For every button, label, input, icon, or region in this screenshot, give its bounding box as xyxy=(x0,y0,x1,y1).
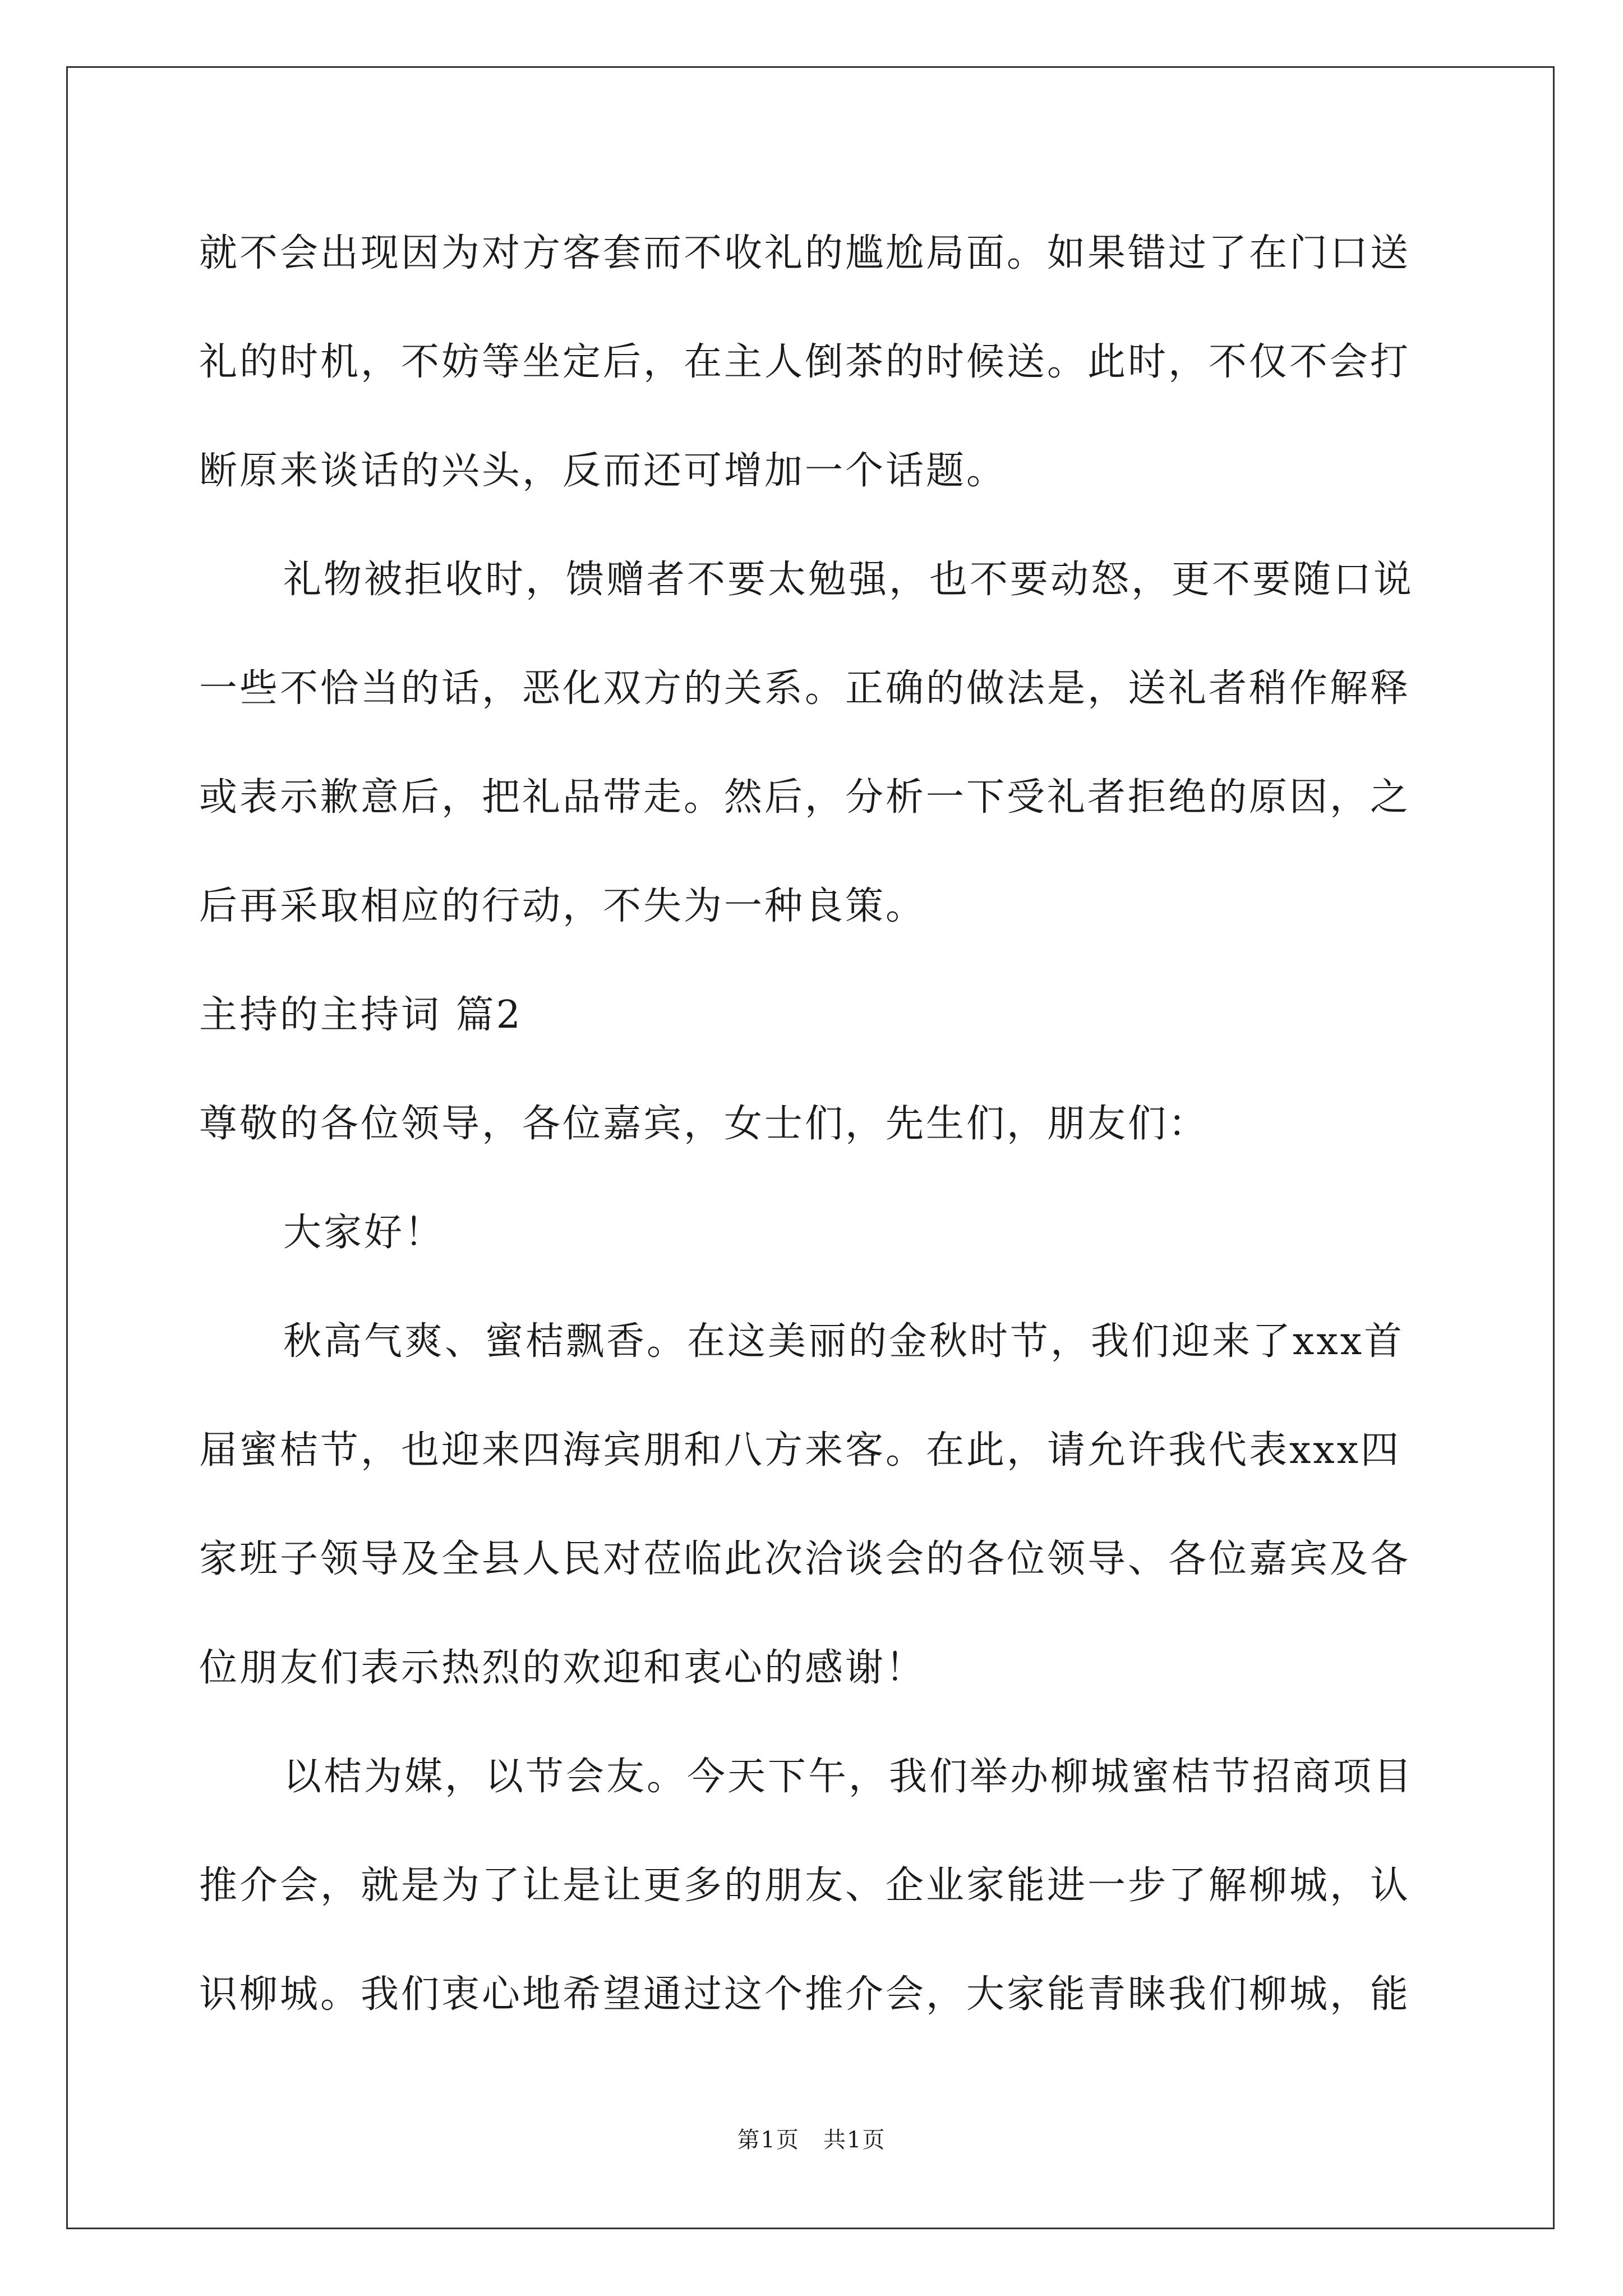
page-footer: 第1页 共1页 xyxy=(737,2127,886,2153)
text-line: 断原来谈话的兴头，反而还可增加一个话题。 xyxy=(199,449,1007,493)
text-line: 位朋友们表示热烈的欢迎和衷心的感谢！ xyxy=(199,1646,926,1690)
text-line: 届蜜桔节，也迎来四海宾朋和八方来客。在此，请允许我代表xxx四 xyxy=(199,1428,1401,1473)
text-line: 或表示歉意后，把礼品带走。然后，分析一下受礼者拒绝的原因，之 xyxy=(199,775,1411,820)
text-line: 推介会，就是为了让是让更多的朋友、企业家能进一步了解柳城，认 xyxy=(199,1864,1411,1908)
text-line: 秋高气爽、蜜桔飘香。在这美丽的金秋时节，我们迎来了xxx首 xyxy=(283,1319,1405,1364)
text-line: 后再采取相应的行动，不失为一种良策。 xyxy=(199,884,926,928)
text-line: 一些不恰当的话，恶化双方的关系。正确的做法是，送礼者稍作解释 xyxy=(199,666,1411,711)
salutation-line: 尊敬的各位领导，各位嘉宾，女士们，先生们，朋友们： xyxy=(199,1102,1209,1146)
text-line: 以桔为媒，以节会友。今天下午，我们举办柳城蜜桔节招商项目 xyxy=(283,1755,1414,1799)
section-heading: 主持的主持词 篇2 xyxy=(199,993,523,1037)
text-line: 家班子领导及全县人民对莅临此次洽谈会的各位领导、各位嘉宾及各 xyxy=(199,1537,1411,1581)
document-body xyxy=(199,199,1427,2049)
text-line: 识柳城。我们衷心地希望通过这个推介会，大家能青睐我们柳城，能 xyxy=(199,1972,1411,2017)
text-line: 礼的时机，不妨等坐定后，在主人倒茶的时候送。此时，不仅不会打 xyxy=(199,340,1411,384)
text-line: 礼物被拒收时，馈赠者不要太勉强，也不要动怒，更不要随口说 xyxy=(283,558,1414,602)
text-line: 就不会出现因为对方客套而不收礼的尴尬局面。如果错过了在门口送 xyxy=(199,231,1411,275)
greeting-line: 大家好！ xyxy=(283,1211,445,1255)
